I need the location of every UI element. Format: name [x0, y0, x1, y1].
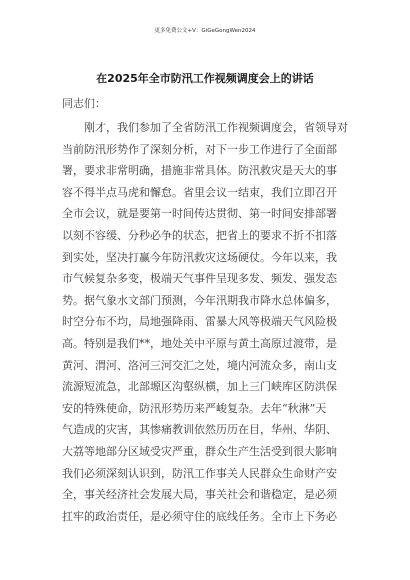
body-line: 扛牢的政治责任，是必须守住的底线任务。全市上下务必 — [62, 509, 337, 523]
document-body — [62, 117, 356, 527]
body-line: 流源短流急，北部塬区沟壑纵横，加上三门峡库区防洪保 — [62, 380, 337, 394]
document-title: 在2025年全市防汛工作视频调度会上的讲话 — [96, 72, 314, 85]
body-line: 容不得半点马虎和懈怠。省里会议一结束，我们立即召开 — [62, 185, 337, 199]
body-line: 高。特别是我们**，地处关中平原与黄土高原过渡带，是 — [62, 336, 337, 350]
body-line: 刚才，我们参加了全省防汛工作视频调度会，省领导对 — [62, 121, 348, 134]
body-line: 全，事关经济社会发展大局，事关社会和谐稳定，是必须 — [62, 488, 337, 502]
body-line: 全市会议，就是要第一时间传达贯彻、第一时间安排部署 — [62, 207, 337, 221]
body-line: 署，要求非常明确，措施非常具体。防汛救灾是天大的事 — [62, 164, 337, 178]
body-line: 我们必须深刻认识到，防汛工作事关人民群众生命财产安 — [62, 466, 337, 480]
body-line: 以刻不容缓、分秒必争的状态，把省上的要求不折不扣落 — [62, 228, 337, 242]
page-header: 更多免费公文+V：GiGeGongWen2024 — [154, 28, 256, 34]
body-line: 安的特殊使命，防汛形势历来严峻复杂。去年“秋淋”天 — [62, 401, 327, 415]
body-line: 当前防汛形势作了深刻分析，对下一步工作进行了全面部 — [62, 142, 337, 156]
body-line: 气造成的灾害，其惨痛教训依然历历在目，华州、华阴、 — [62, 423, 337, 437]
body-line: 市气候复杂多变，极端天气事件呈现多发、频发、强发态 — [62, 272, 337, 286]
body-line: 时空分布不均，局地强降雨、雷暴大风等极端天气风险极 — [62, 315, 337, 329]
body-line: 到实处，坚决打赢今年防汛救灾这场硬仗。今年以来，我 — [62, 250, 337, 264]
body-line: 大荔等地部分区域受灾严重，群众生产生活受到很大影响 — [62, 444, 337, 458]
greeting: 同志们： — [62, 97, 106, 110]
body-line: 势。据气象水文部门预测，今年汛期我市降水总体偏多， — [62, 293, 337, 307]
body-line: 黄河、渭河、洛河三河交汇之处，境内河流众多，南山支 — [62, 358, 337, 372]
